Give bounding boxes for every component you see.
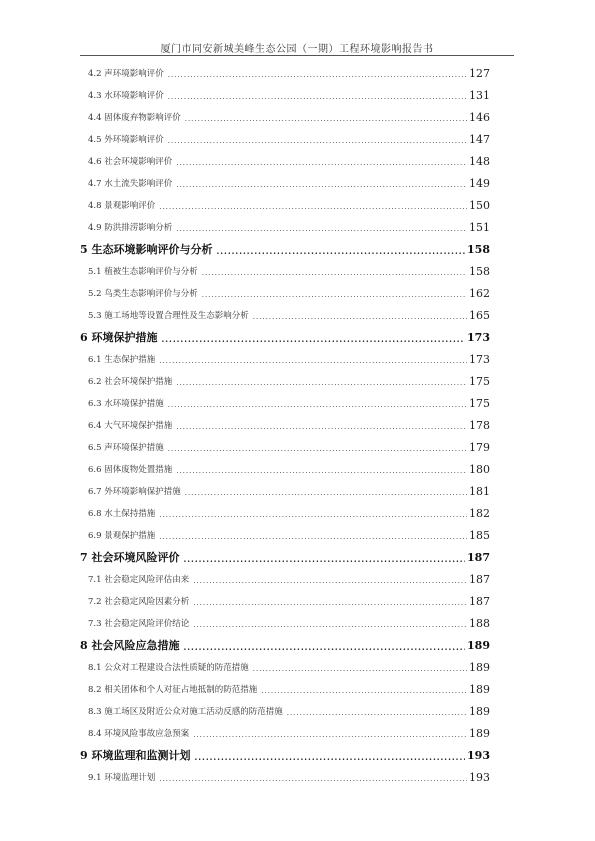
toc-page-number: 158 [467, 242, 490, 256]
toc-entry-label: 5.1 植被生态影响评价与分析 [88, 267, 198, 277]
toc-entry[interactable] [80, 590, 490, 612]
toc-page-number: 189 [469, 726, 490, 740]
toc-entry[interactable] [80, 480, 490, 502]
toc-leader-dots [193, 599, 467, 607]
toc-page-number: 148 [469, 154, 490, 168]
toc-page-number: 181 [469, 484, 490, 498]
toc-leader-dots [168, 401, 467, 409]
toc-page-number: 187 [469, 594, 490, 608]
toc-leader-dots [176, 423, 467, 431]
toc-page-number: 188 [469, 616, 490, 630]
toc-leader-dots [159, 203, 467, 211]
toc-chapter-label: 9 环境监理和监测计划 [80, 749, 191, 762]
toc-entry[interactable] [80, 62, 490, 84]
toc-entry[interactable] [80, 282, 490, 304]
toc-page-number: 182 [469, 506, 490, 520]
toc-entry-label: 6.1 生态保护措施 [88, 355, 156, 365]
toc-page-number: 151 [469, 220, 490, 234]
toc-entry[interactable] [80, 766, 490, 788]
toc-leader-dots [168, 137, 467, 145]
toc-entry[interactable] [80, 172, 490, 194]
toc-page-number: 131 [469, 88, 490, 102]
toc-page-number: 180 [469, 462, 490, 476]
toc-leader-dots [183, 554, 465, 564]
toc-entry[interactable] [80, 84, 490, 106]
toc-chapter-entry[interactable] [80, 546, 490, 568]
toc-entry-label: 6.2 社会环境保护措施 [88, 377, 173, 387]
toc-entry[interactable] [80, 150, 490, 172]
toc-chapter-label: 8 社会风险应急措施 [80, 639, 180, 652]
toc-entry-label: 8.1 公众对工程建设合法性质疑的防范措施 [88, 663, 249, 673]
toc-page-number: 165 [469, 308, 490, 322]
toc-leader-dots [253, 665, 467, 673]
toc-leader-dots [193, 577, 467, 585]
toc-entry[interactable] [80, 348, 490, 370]
toc-entry[interactable] [80, 106, 490, 128]
toc-leader-dots [168, 93, 467, 101]
toc-entry-label: 7.3 社会稳定风险评价结论 [88, 619, 190, 629]
toc-chapter-entry[interactable] [80, 326, 490, 348]
toc-leader-dots [261, 687, 467, 695]
toc-chapter-label: 6 环境保护措施 [80, 331, 158, 344]
toc-entry[interactable] [80, 458, 490, 480]
toc-leader-dots [176, 467, 467, 475]
toc-entry-label: 5.3 施工场地等设置合理性及生态影响分析 [88, 311, 249, 321]
toc-entry-label: 6.9 景观保护措施 [88, 531, 156, 541]
header-rule [80, 55, 514, 56]
toc-chapter-entry[interactable] [80, 238, 490, 260]
toc-entry[interactable] [80, 304, 490, 326]
toc-leader-dots [159, 533, 467, 541]
toc-entry[interactable] [80, 700, 490, 722]
toc-page-number: 189 [467, 638, 490, 652]
running-header: 厦门市同安新城美峰生态公园（一期）工程环境影响报告书 [160, 44, 434, 55]
toc-entry-label: 6.5 声环境保护措施 [88, 443, 164, 453]
toc-page-number: 162 [469, 286, 490, 300]
toc-entry[interactable] [80, 216, 490, 238]
toc-page-number: 127 [469, 66, 490, 80]
toc-entry-label: 6.7 外环境影响保护措施 [88, 487, 181, 497]
toc-entry[interactable] [80, 502, 490, 524]
toc-page-number: 179 [469, 440, 490, 454]
toc-page-number: 149 [469, 176, 490, 190]
toc-entry-label: 8.4 环境风险事故应急预案 [88, 729, 190, 739]
toc-leader-dots [216, 246, 465, 256]
toc-entry-label: 4.5 外环境影响评价 [88, 135, 164, 145]
toc-page-number: 158 [469, 264, 490, 278]
toc-page-number: 187 [467, 550, 490, 564]
toc-entry[interactable] [80, 436, 490, 458]
toc-entry[interactable] [80, 128, 490, 150]
toc-page-number: 175 [469, 396, 490, 410]
toc-entry[interactable] [80, 612, 490, 634]
toc-page-number: 146 [469, 110, 490, 124]
toc-entry[interactable] [80, 414, 490, 436]
toc-leader-dots [287, 709, 467, 717]
toc-leader-dots [183, 642, 465, 652]
toc-entry-label: 4.4 固体废弃物影响评价 [88, 113, 181, 123]
toc-page-number: 147 [469, 132, 490, 146]
toc-leader-dots [194, 752, 465, 762]
toc-leader-dots [193, 621, 467, 629]
toc-leader-dots [168, 445, 467, 453]
toc-leader-dots [193, 731, 467, 739]
toc-entry[interactable] [80, 524, 490, 546]
toc-page-number: 187 [469, 572, 490, 586]
toc-page-number: 193 [467, 748, 490, 762]
toc-leader-dots [176, 181, 467, 189]
toc-entry[interactable] [80, 722, 490, 744]
toc-entry-label: 8.2 相关团体和个人对征占地抵制的防范措施 [88, 685, 258, 695]
toc-entry[interactable] [80, 260, 490, 282]
toc-entry-label: 4.7 水土流失影响评价 [88, 179, 173, 189]
toc-leader-dots [176, 159, 467, 167]
toc-entry[interactable] [80, 678, 490, 700]
toc-entry-label: 4.8 景观影响评价 [88, 201, 156, 211]
toc-entry-label: 6.3 水环境保护措施 [88, 399, 164, 409]
toc-leader-dots [185, 115, 467, 123]
toc-entry[interactable] [80, 194, 490, 216]
toc-entry-label: 5.2 鸟类生态影响评价与分析 [88, 289, 198, 299]
toc-page-number: 189 [469, 682, 490, 696]
toc-entry-label: 6.8 水土保持措施 [88, 509, 156, 519]
toc-entry-label: 4.3 水环境影响评价 [88, 91, 164, 101]
toc-leader-dots [202, 291, 467, 299]
toc-page-number: 173 [469, 352, 490, 366]
toc-entry-label: 4.6 社会环境影响评价 [88, 157, 173, 167]
toc-leader-dots [168, 71, 467, 79]
toc-page-number: 175 [469, 374, 490, 388]
toc-page-number: 150 [469, 198, 490, 212]
toc-entry-label: 4.9 防洪排涝影响分析 [88, 223, 173, 233]
toc-entry[interactable] [80, 568, 490, 590]
toc-page-number: 173 [467, 330, 490, 344]
toc-entry-label: 7.2 社会稳定风险因素分析 [88, 597, 190, 607]
toc-entry-label: 9.1 环境监理计划 [88, 773, 156, 783]
toc-entry-label: 8.3 施工场区及附近公众对施工活动反感的防范措施 [88, 707, 283, 717]
toc-leader-dots [185, 489, 467, 497]
toc-leader-dots [159, 775, 467, 783]
toc-entry[interactable] [80, 370, 490, 392]
toc-page-number: 189 [469, 704, 490, 718]
toc-chapter-label: 7 社会环境风险评价 [80, 551, 180, 564]
toc-chapter-entry[interactable] [80, 744, 490, 766]
toc-chapter-label: 5 生态环境影响评价与分析 [80, 243, 213, 256]
toc-entry[interactable] [80, 656, 490, 678]
toc-entry-label: 7.1 社会稳定风险评估由来 [88, 575, 190, 585]
table-of-contents [80, 62, 490, 788]
toc-leader-dots [202, 269, 467, 277]
toc-entry[interactable] [80, 392, 490, 414]
toc-entry-label: 6.4 大气环境保护措施 [88, 421, 173, 431]
toc-leader-dots [161, 334, 465, 344]
toc-entry-label: 4.2 声环境影响评价 [88, 69, 164, 79]
toc-entry-label: 6.6 固体废物处置措施 [88, 465, 173, 475]
toc-page-number: 185 [469, 528, 490, 542]
toc-page-number: 189 [469, 660, 490, 674]
toc-leader-dots [159, 511, 467, 519]
toc-leader-dots [159, 357, 467, 365]
toc-page-number: 178 [469, 418, 490, 432]
toc-leader-dots [176, 379, 467, 387]
toc-leader-dots [253, 313, 467, 321]
toc-page-number: 193 [469, 770, 490, 784]
toc-leader-dots [176, 225, 467, 233]
toc-chapter-entry[interactable] [80, 634, 490, 656]
